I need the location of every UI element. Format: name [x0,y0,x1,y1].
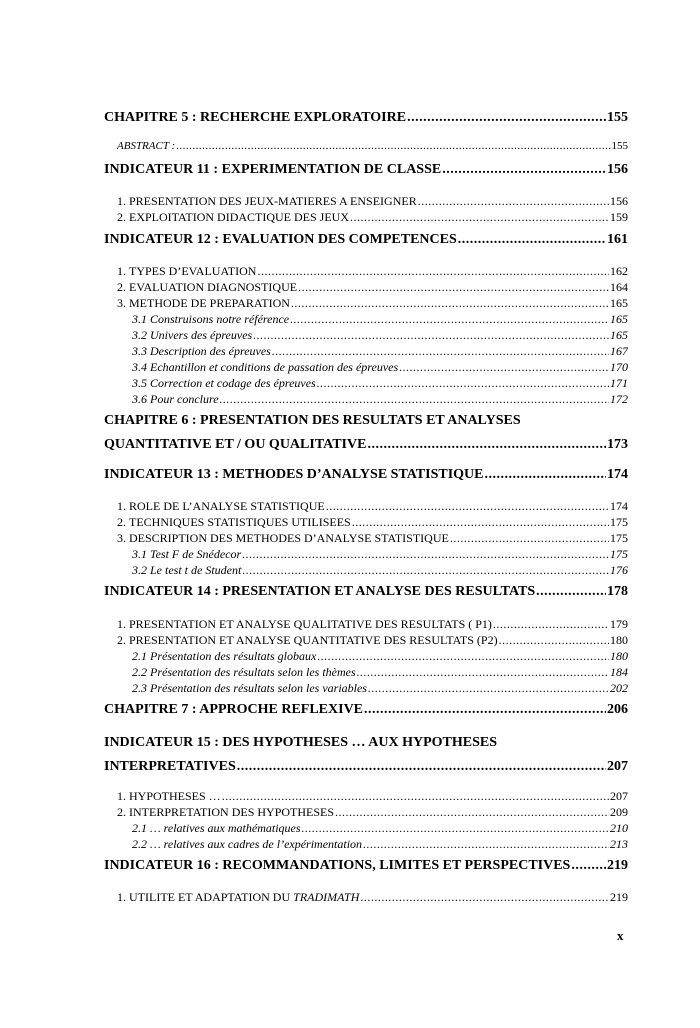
toc-entry-title: 2.2 Présentation des résultats selon les thèmes [132,665,356,679]
toc-leader [253,328,609,343]
toc-leader [317,376,609,391]
toc-entry-title: 3.5 Correction et codage des épreuves [132,376,316,390]
toc-subsection[interactable] [132,360,628,375]
toc-entry-title: DESCRIPTION DES METHODES D’ANALYSE STATISTIQUE [129,531,449,545]
toc-leader [357,665,609,680]
toc-entry-title: HYPOTHESES … [129,789,221,803]
toc-leader [368,681,609,696]
toc-entry-title: PRESENTATION DES JEUX-MATIERES A ENSEIGNER [129,194,417,208]
toc-entry-title: ABSTRACT : [117,140,176,152]
toc-subsection[interactable] [132,392,628,407]
toc-chapter-7[interactable] [104,702,628,718]
toc-subsection[interactable] [132,563,628,578]
toc-entry-title: INTERPRETATIVES [104,759,236,774]
toc-entry-page: 165 [610,296,628,310]
toc-section[interactable] [117,194,628,209]
toc-section[interactable] [117,264,628,279]
toc-entry-page: 176 [610,563,628,577]
page-number: x [617,928,624,943]
toc-leader [176,140,610,152]
toc-entry-page: 170 [610,360,628,374]
toc-entry-page: 173 [607,437,628,452]
toc-entry-page: 179 [610,617,628,631]
toc-entry-title-italic: TRADIMATH [293,890,360,904]
toc-leader [242,563,609,578]
toc-leader [458,232,606,248]
toc-leader [536,584,606,600]
toc-entry-title: EVALUATION DIAGNOSTIQUE [129,280,298,294]
toc-entry-page: 175 [610,515,628,529]
toc-entry-title: 2.1 Présentation des résultats globaux [132,649,317,663]
toc-leader [352,515,609,530]
toc-subsection[interactable] [132,821,628,836]
toc-entry-page: 162 [610,264,628,278]
toc-leader [350,210,609,225]
toc-subsection[interactable] [132,328,628,343]
toc-entry-title: 2.1 … relatives aux mathématiques [132,821,301,835]
toc-leader [493,617,609,632]
toc-entry-title: 2.2 … relatives aux cadres de l’expérimentation [132,837,363,851]
toc-section[interactable] [117,499,628,514]
toc-entry-title: UTILITE ET ADAPTATION DU [129,890,291,904]
toc-leader [499,633,609,648]
toc-leader [335,805,609,820]
toc-entry-page: 206 [607,702,628,717]
toc-leader [257,264,609,279]
toc-entry-title: 3.3 Description des épreuves [132,344,271,358]
toc-entry-title: CHAPITRE 7 : APPROCHE REFLEXIVE [104,702,364,717]
toc-indicateur-11[interactable] [104,162,628,178]
toc-leader [242,547,609,562]
toc-entry-page: 156 [610,194,628,208]
toc-entry-title: ROLE DE L’ANALYSE STATISTIQUE [129,499,325,513]
toc-entry-title: EXPLOITATION DIDACTIQUE DES JEUX [129,210,350,224]
toc-section[interactable] [117,805,628,820]
toc-leader [291,296,609,311]
toc-entry-title: TYPES D’EVALUATION [129,264,257,278]
toc-entry-title: 3.2 Le test t de Student [132,563,242,577]
toc-subsection[interactable] [132,649,628,664]
toc-entry-page: 156 [607,162,628,177]
toc-chapter-5[interactable] [104,110,628,126]
toc-entry-title: INTERPRETATION DES HYPOTHESES [129,805,335,819]
toc-section[interactable] [117,789,628,804]
toc-entry-title: INDICATEUR 15 : DES HYPOTHESES … AUX HYPOTHESES [104,735,497,750]
toc-entry-title: INDICATEUR 16 : RECOMMANDATIONS, LIMITES ET PERSPECTIVES [104,858,571,873]
toc-subsection[interactable] [132,837,628,852]
toc-entry-title: INDICATEUR 12 : EVALUATION DES COMPETENCES [104,232,457,247]
toc-entry-title: PRESENTATION ET ANALYSE QUALITATIVE DES RESULTATS ( P1) [129,617,492,631]
toc-section[interactable] [117,296,628,311]
toc-entry-title: INDICATEUR 13 : METHODES D’ANALYSE STATISTIQUE [104,467,484,482]
toc-indicateur-14[interactable] [104,584,628,600]
toc-entry-page: 155 [607,110,628,125]
toc-leader [450,531,609,546]
toc-entry-title: TECHNIQUES STATISTIQUES UTILISEES [129,515,351,529]
toc-indicateur-15-continued[interactable] [104,759,628,775]
toc-leader [418,194,609,209]
toc-entry-page: 159 [610,210,628,224]
toc-leader [407,110,606,126]
toc-section[interactable] [117,890,628,905]
toc-entry-number: 3. [117,531,126,545]
toc-section[interactable] [117,280,628,295]
toc-entry-page: 175 [610,547,628,561]
toc-leader [367,437,606,453]
toc-entry-number: 1. [117,789,126,803]
toc-entry-title: INDICATEUR 11 : EXPERIMENTATION DE CLASSE [104,162,442,177]
toc-entry-title: 3.4 Echantillon et conditions de passation des épreuves [132,360,399,374]
toc-entry-page: 165 [610,312,628,326]
toc-section[interactable] [117,515,628,530]
toc-entry-title: 3.1 Test F de Snédecor [132,547,242,561]
toc-entry-page: 167 [610,344,628,358]
toc-entry-page: 174 [610,499,628,513]
toc-leader [571,858,606,874]
toc-leader [317,649,609,664]
toc-entry-title: 3.1 Construisons notre référence [132,312,290,326]
toc-entry-number: 2. [117,515,126,529]
toc-entry-page: 175 [610,531,628,545]
toc-entry-number: 1. [117,194,126,208]
toc-entry-number: 2. [117,210,126,224]
toc-entry-number: 1. [117,264,126,278]
toc-leader [485,467,606,483]
toc-entry-title: 3.6 Pour conclure [132,392,219,406]
toc-entry-title: CHAPITRE 5 : RECHERCHE EXPLORATOIRE [104,110,407,125]
toc-subsection[interactable] [132,312,628,327]
toc-entry-page: 178 [607,584,628,599]
toc-entry-title: QUANTITATIVE ET / OU QUALITATIVE [104,437,367,452]
toc-entry-page: 180 [610,633,628,647]
toc-section[interactable] [117,633,628,648]
toc-chapter-6[interactable] [104,413,628,429]
toc-entry-title: 2.3 Présentation des résultats selon les variables [132,681,367,695]
toc-subsection[interactable] [132,665,628,680]
toc-indicateur-12[interactable] [104,232,628,248]
toc-entry-page: 209 [610,805,628,819]
toc-entry-page: 164 [610,280,628,294]
toc-section[interactable] [117,617,628,632]
toc-abstract[interactable] [117,140,628,152]
toc-subsection[interactable] [132,681,628,696]
toc-indicateur-13[interactable] [104,467,628,483]
toc-leader [364,702,606,718]
toc-entry-page: 219 [610,890,628,904]
toc-entry-number: 1. [117,617,126,631]
toc-subsection[interactable] [132,344,628,359]
toc-entry-page: 184 [610,665,628,679]
toc-entry-title: CHAPITRE 6 : PRESENTATION DES RESULTATS ET ANALYSES [104,413,521,428]
toc-leader [237,759,606,775]
toc-entry-title: 3.2 Univers des épreuves [132,328,253,342]
toc-entry-page: 213 [610,837,628,851]
toc-entry-page: 219 [607,858,628,873]
toc-entry-page: 155 [611,140,628,152]
toc-leader [220,392,609,407]
toc-entry-page: 165 [610,328,628,342]
toc-section[interactable] [117,210,628,225]
toc-subsection[interactable] [132,547,628,562]
toc-entry-title: INDICATEUR 14 : PRESENTATION ET ANALYSE DES RESULTATS [104,584,536,599]
toc-entry-page: 210 [610,821,628,835]
toc-leader [298,280,609,295]
toc-entry-number: 3. [117,296,126,310]
toc-leader [399,360,609,375]
toc-entry-number: 2. [117,633,126,647]
toc-entry-page: 174 [607,467,628,482]
toc-subsection[interactable] [132,376,628,391]
toc-entry-number: 1. [117,499,126,513]
toc-leader [442,162,606,178]
toc-entry-number: 2. [117,805,126,819]
toc-leader [272,344,609,359]
toc-chapter-6-continued[interactable] [104,437,628,453]
toc-entry-page: 171 [610,376,628,390]
toc-indicateur-16[interactable] [104,858,628,874]
toc-entry-page: 207 [607,759,628,774]
toc-entry-title: PRESENTATION ET ANALYSE QUANTITATIVE DES RESULTATS (P2) [129,633,498,647]
toc-entry-title: METHODE DE PREPARATION [129,296,290,310]
toc-entry-page: 180 [610,649,628,663]
toc-leader [222,789,609,804]
toc-leader [363,837,609,852]
toc-entry-number: 1. [117,890,126,904]
toc-leader [290,312,609,327]
toc-entry-page: 202 [610,681,628,695]
toc-leader [302,821,609,836]
toc-indicateur-15[interactable] [104,735,628,751]
toc-leader [326,499,609,514]
toc-entry-page: 172 [610,392,628,406]
toc-entry-page: 161 [607,232,628,247]
toc-entry-page: 207 [610,789,628,803]
toc-section[interactable] [117,531,628,546]
toc-leader [360,890,609,905]
toc-entry-number: 2. [117,280,126,294]
